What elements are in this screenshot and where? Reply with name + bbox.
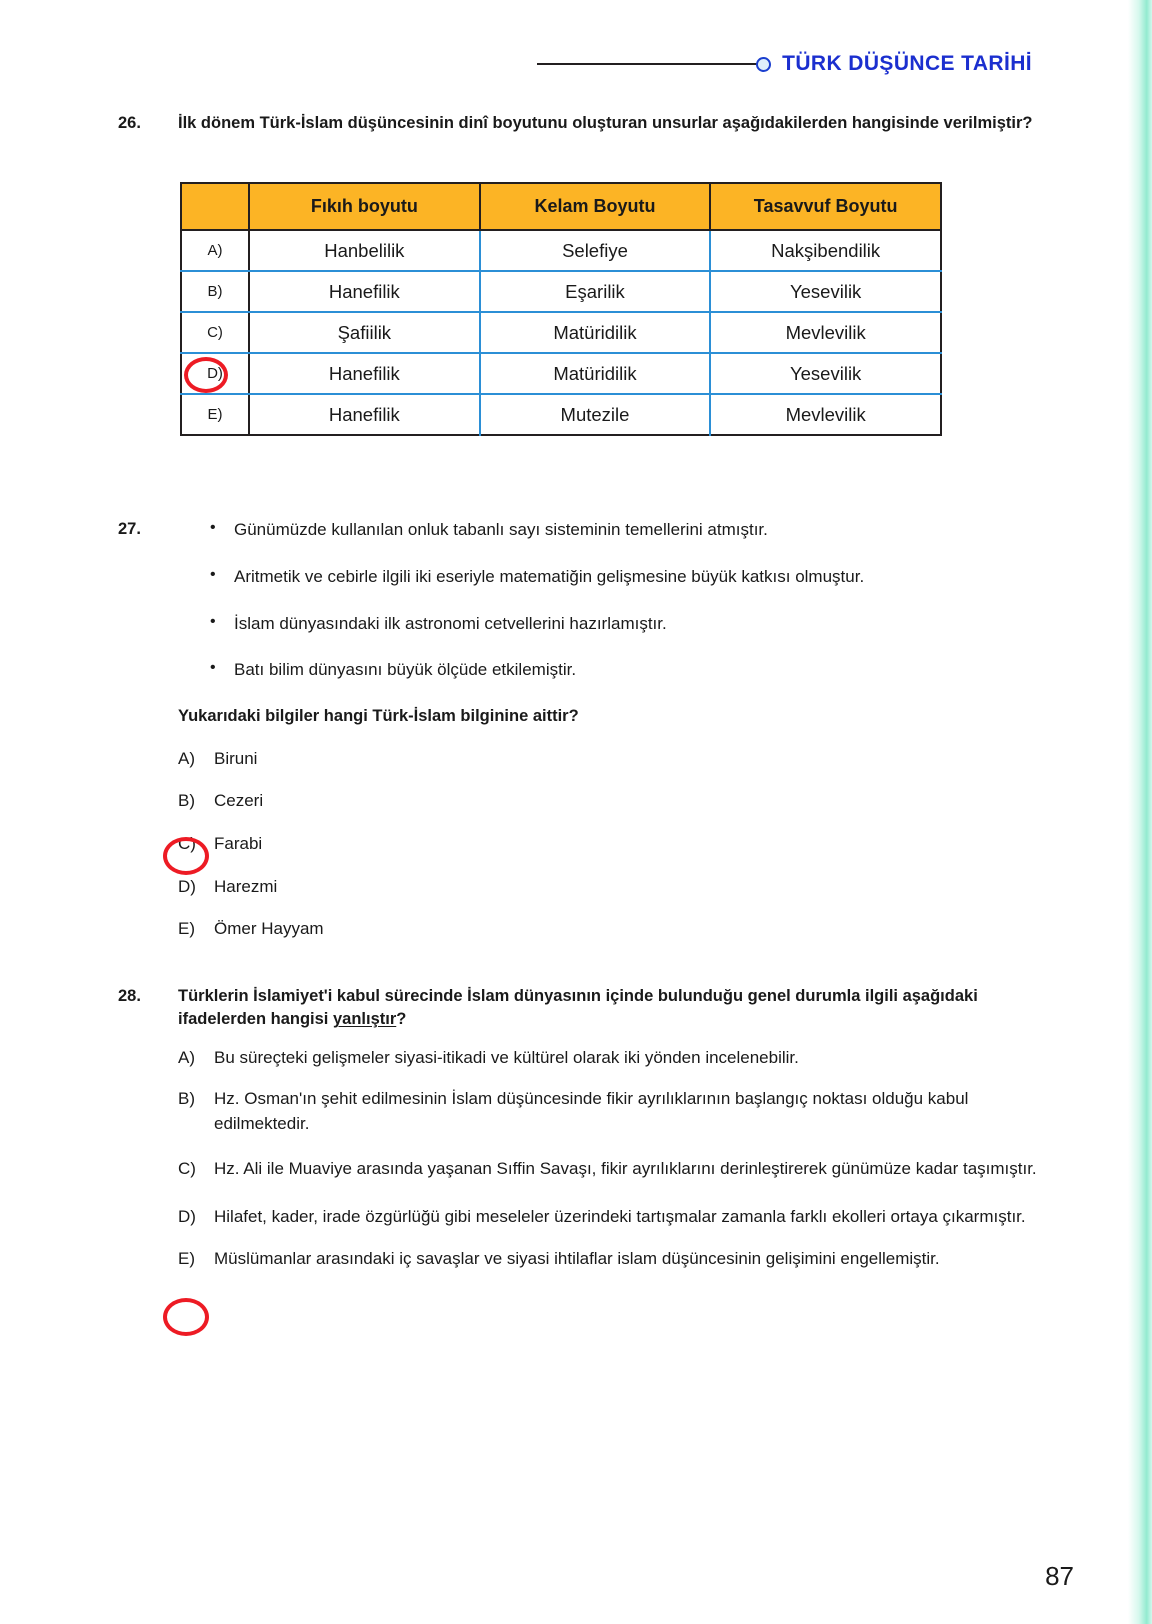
question-28-stem-underlined: yanlıştır [332,1010,397,1029]
cell-d-fikih: Hanefilik [249,353,480,394]
cell-b-tasavvuf: Yesevilik [710,271,941,312]
page-edge-gradient [1128,0,1152,1624]
choice-text-b: Cezeri [214,791,264,811]
cell-a-fikih: Hanbelilik [249,230,480,271]
cell-a-tasavvuf: Nakşibendilik [710,230,941,271]
question-26-number: 26. [118,114,141,132]
cell-a-kelam: Selefiye [480,230,711,271]
question-block-28 [118,985,1038,1288]
table-row[interactable] [181,312,941,353]
choice-letter-e: E) [178,1248,195,1268]
page-title: TÜRK DÜŞÜNCE TARİHİ [782,52,1032,75]
option-letter-c: C) [181,312,249,353]
question-28-stem-part2: ? [396,1010,407,1029]
choice-d[interactable] [178,875,1038,900]
option-letter-e: E) [181,394,249,435]
question-block-27 [118,518,1038,960]
table-header [181,183,941,230]
choice-text-d: Hilafet, kader, irade özgürlüğü gibi meseleler üzerindeki tartışmalar zamanla farklı ekolleri ortaya çıkarmıştır. [214,1207,1026,1226]
list-item: • Günümüzde kullanılan onluk tabanlı sayı sisteminin temellerini atmıştır. [178,518,1038,542]
choice-text-e: Ömer Hayyam [214,919,324,939]
question-block-26 [118,112,1038,135]
choice-letter-a: A) [178,1047,195,1067]
cell-b-fikih: Hanefilik [249,271,480,312]
question-26-options-table [180,182,942,436]
cell-d-tasavvuf: Yesevilik [710,353,941,394]
table-header-blank [181,183,249,230]
choice-text-a: Biruni [214,748,258,768]
question-28-number: 28. [118,987,141,1005]
circle-marker-icon [756,57,771,72]
choice-letter-c: C) [178,1158,196,1178]
table-row[interactable] [181,230,941,271]
header-rule [537,63,757,65]
table-header-row [181,183,941,230]
table-header-fikih: Fıkıh boyutu [249,183,480,230]
choice-e[interactable] [178,1247,1038,1272]
choice-letter-b: B) [178,1089,195,1109]
cell-e-tasavvuf: Mevlevilik [710,394,941,435]
choice-letter-a: A) [178,748,195,768]
cell-e-kelam: Mutezile [480,394,711,435]
choice-text-a: Bu süreçteki gelişmeler siyasi-itikadi ve kültürel olarak iki yönden incelenebilir. [214,1047,799,1067]
table-row[interactable] [181,271,941,312]
page-header [0,44,1152,84]
cell-e-fikih: Hanefilik [249,394,480,435]
question-28-stem [178,985,1038,1032]
option-letter-b: B) [181,271,249,312]
choice-c[interactable] [178,1154,1038,1183]
question-26-stem: İlk dönem Türk-İslam düşüncesinin dinî boyutunu oluşturan unsurlar aşağıdakilerden hangisinde verilmiştir? [178,114,1033,132]
question-27-heading [118,518,1038,960]
choice-a[interactable] [178,747,1038,772]
question-27-bullet-list [178,518,1038,682]
table-body [181,230,941,435]
choice-letter-b: B) [178,791,195,811]
question-26-heading [118,112,1038,135]
choice-text-c: Hz. Ali ile Muaviye arasında yaşanan Sıffin Savaşı, fikir ayrılıklarını derinleştirerek günümüze kadar taşımıştır. [214,1158,1037,1178]
choice-b[interactable] [178,789,1038,814]
cell-c-kelam: Matüridilik [480,312,711,353]
question-28-heading [118,985,1038,1032]
choice-b[interactable] [178,1087,1038,1136]
option-letter-a: A) [181,230,249,271]
choice-letter-d: D) [178,1207,196,1226]
choice-text-e: Müslümanlar arasındaki iç savaşlar ve siyasi ihtilaflar islam düşüncesinin gelişimini engellemiştir. [214,1248,940,1268]
question-28-stem-part1: Türklerin İslamiyet'i kabul sürecinde İslam dünyasının içinde bulunduğu genel durumla ilgili aşağıdaki ifadelerden hangisi [178,987,978,1029]
question-28-choices [178,1046,1038,1271]
option-letter-d: D) [181,353,249,394]
choice-letter-e: E) [178,919,195,939]
choice-c[interactable] [178,832,1038,857]
cell-d-kelam: Matüridilik [480,353,711,394]
choice-text-d: Harezmi [214,876,278,896]
choice-a[interactable] [178,1046,1038,1071]
choice-e[interactable] [178,917,1038,942]
question-28-body [178,1046,1038,1271]
list-item: • Batı bilim dünyasını büyük ölçüde etkilemiştir. [178,658,1038,682]
question-27-choices [178,747,1038,942]
table-row[interactable] [181,353,941,394]
cell-c-fikih: Şafiilik [249,312,480,353]
page-number: 87 [1045,1561,1074,1591]
choice-letter-d: D) [178,876,196,896]
table-header-tasavvuf: Tasavvuf Boyutu [710,183,941,230]
cell-b-kelam: Eşarilik [480,271,711,312]
table-row[interactable] [181,394,941,435]
choice-letter-c: C) [178,833,196,853]
answer-circle-mark-q28 [163,1298,209,1336]
list-item: • İslam dünyasındaki ilk astronomi cetvellerini hazırlamıştır. [178,612,1038,636]
cell-c-tasavvuf: Mevlevilik [710,312,941,353]
list-item: • Aritmetik ve cebirle ilgili iki eseriyle matematiğin gelişmesine büyük katkısı olmuştur. [178,565,1038,589]
choice-text-b: Hz. Osman'ın şehit edilmesinin İslam düşüncesinde fikir ayrılıklarının başlangıç noktası olduğu kabul edilmektedir. [214,1089,969,1134]
choice-d[interactable] [178,1205,1038,1230]
table-header-kelam: Kelam Boyutu [480,183,711,230]
question-27-sub-stem: Yukarıdaki bilgiler hangi Türk-İslam bilginine aittir? [178,707,579,726]
choice-text-c: Farabi [214,833,263,853]
question-27-number: 27. [118,520,141,538]
